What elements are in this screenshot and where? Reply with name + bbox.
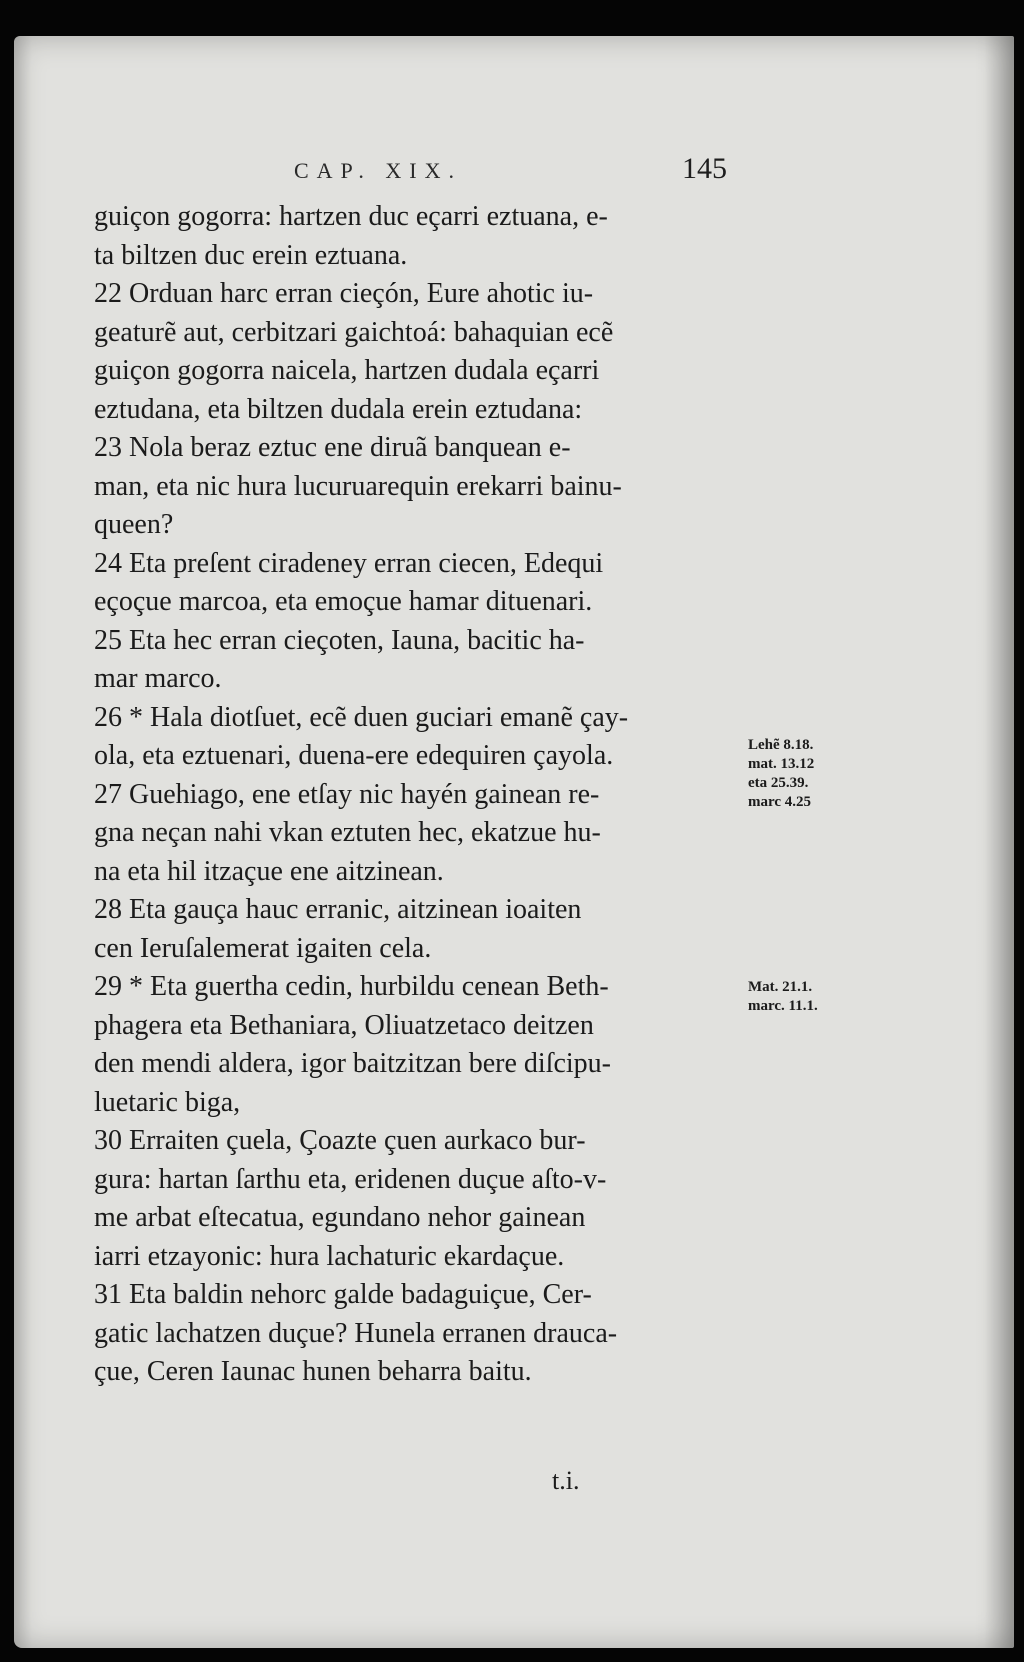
text-line: 28 Eta gauça hauc erranic, aitzinean ioaiten (94, 894, 582, 925)
text-line: ola, eta eztuenari, duena-ere edequiren çayola. (94, 740, 614, 771)
margin-notes (748, 736, 878, 1016)
margin-note: mat. 13.12 (748, 756, 815, 772)
margin-note: Lehẽ 8.18. (748, 737, 814, 753)
margin-note: eta 25.39. (748, 775, 809, 791)
text-line: geaturẽ aut, cerbitzari gaichtoá: bahaquian ecẽ (94, 316, 614, 348)
text-line: gatic lachatzen duçue? Hunela erranen drauca- (94, 1317, 618, 1349)
text-line: man, eta nic hura lucuruarequin erekarri bainu- (94, 470, 622, 502)
catchword: t.i. (552, 1466, 580, 1495)
margin-note: marc. 11.1. (748, 998, 818, 1014)
text-line: mar marco. (94, 663, 222, 694)
text-line: na eta hil itzaçue ene aitzinean. (94, 855, 444, 887)
text-line: çue, Ceren Iaunac hunen beharra baitu. (94, 1356, 532, 1387)
text-line: ta biltzen duc erein eztuana. (94, 239, 408, 271)
text-line: guiçon gogorra: hartzen duc eçarri eztuana, e- (94, 201, 608, 232)
text-line: den mendi aldera, igor baitzitzan bere diſcipu- (94, 1048, 612, 1079)
text-line: 25 Eta hec erran cieçoten, Iauna, bacitic ha- (94, 624, 585, 656)
text-line: phagera eta Bethaniara, Oliuatzetaco deitzen (94, 1009, 594, 1041)
margin-note: Mat. 21.1. (748, 979, 813, 995)
text-line: me arbat eſtecatua, egundano nehor gainean (94, 1202, 586, 1233)
text-line: 31 Eta baldin nehorc galde badaguiçue, Cer- (94, 1279, 592, 1310)
text-line: guiçon gogorra naicela, hartzen dudala eçarri (94, 355, 600, 386)
text-line: queen? (94, 509, 174, 540)
text-line: eztudana, eta biltzen dudala erein eztudana: (94, 393, 583, 425)
text-line: 24 Eta preſent ciradeney erran ciecen, Edequi (94, 547, 604, 579)
text-line: 26 * Hala diotſuet, ecẽ duen guciari emanẽ çay- (94, 701, 629, 733)
text-line: luetaric biga, (94, 1086, 241, 1118)
text-line: 30 Erraiten çuela, Çoazte çuen aurkaco bur- (94, 1125, 586, 1156)
text-line: 23 Nola beraz eztuc ene diruã banquean e- (94, 432, 571, 463)
book-page (14, 36, 1014, 1648)
text-line: 29 * Eta guertha cedin, hurbildu cenean Beth- (94, 971, 609, 1002)
text-line: iarri etzayonic: hura lachaturic ekardaçue. (94, 1240, 565, 1272)
margin-note: marc 4.25 (748, 794, 812, 810)
text-line: cen Ieruſalemerat igaiten cela. (94, 932, 432, 964)
text-line: gura: hartan ſarthu eta, eridenen duçue aſto-v- (94, 1163, 607, 1195)
text-line: 22 Orduan harc erran cieçón, Eure ahotic iu- (94, 278, 594, 309)
page-edge-shadow (984, 36, 1014, 1648)
running-head: CAP. XIX. (294, 158, 462, 183)
text-line: gna neçan nahi vkan eztuten hec, ekatzue hu- (94, 817, 601, 848)
body-text (94, 198, 734, 1392)
page-number: 145 (682, 152, 727, 185)
text-line: 27 Guehiago, ene etſay nic hayén gainean re- (94, 778, 600, 810)
text-line: eçoçue marcoa, eta emoçue hamar dituenari. (94, 586, 593, 617)
